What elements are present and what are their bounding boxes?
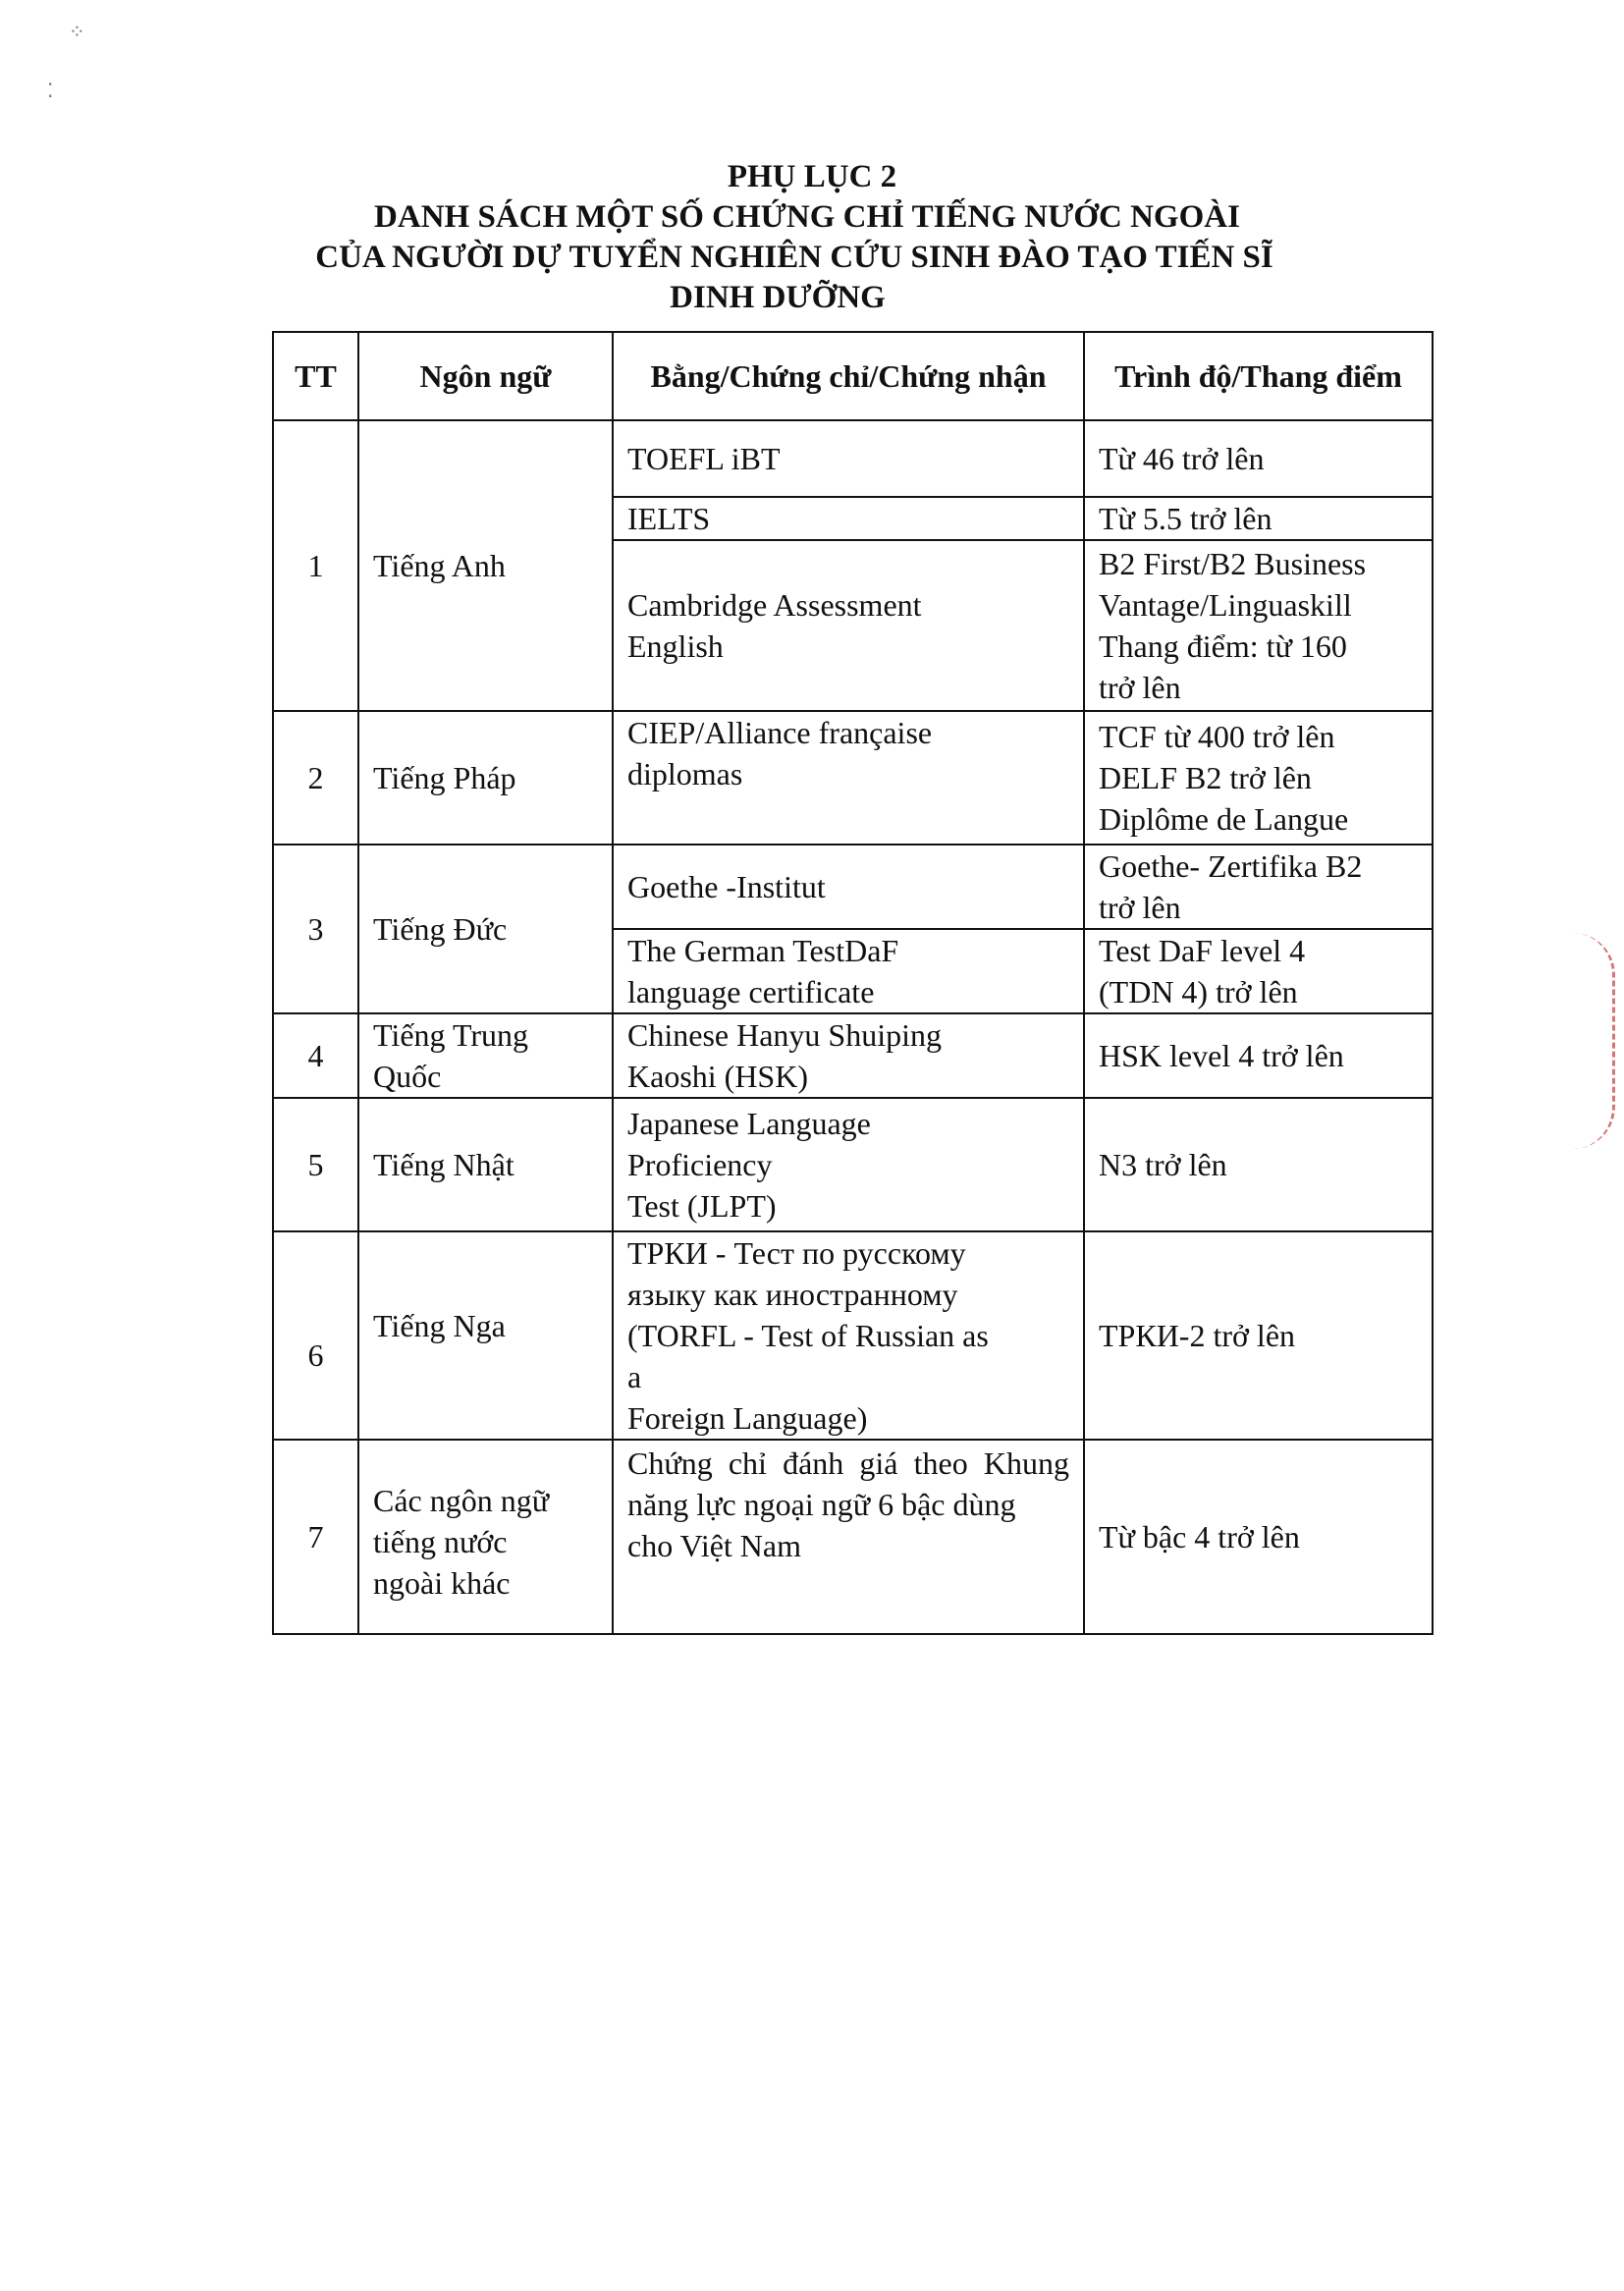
table-row bbox=[273, 845, 1433, 929]
level-cell: Test DaF level 4 (TDN 4) trở lên bbox=[1084, 929, 1433, 1013]
certificate-cell: Chứng chỉ đánh giá theo Khung năng lực ngoại ngữ 6 bậc dùng cho Việt Nam bbox=[613, 1440, 1084, 1634]
list-title: DANH SÁCH MỘT SỐ CHỨNG CHỈ TIẾNG NƯỚC NGOÀI bbox=[374, 199, 1240, 235]
language-cell: Tiếng Anh bbox=[358, 420, 613, 711]
row-number: 1 bbox=[273, 420, 358, 711]
appendix-title: PHỤ LỤC 2 bbox=[727, 159, 897, 194]
certificate-cell: Cambridge Assessment English bbox=[613, 540, 1084, 711]
certificate-cell: IELTS bbox=[613, 497, 1084, 540]
row-number: 2 bbox=[273, 711, 358, 845]
scan-speck: ⁘ bbox=[69, 22, 85, 43]
certificate-cell: Goethe -Institut bbox=[613, 845, 1084, 929]
document-header bbox=[0, 157, 1624, 318]
language-cell: Tiếng Pháp bbox=[358, 711, 613, 845]
language-cell: Tiếng Trung Quốc bbox=[358, 1013, 613, 1098]
certificate-table bbox=[272, 331, 1434, 1635]
language-cell: Tiếng Nhật bbox=[358, 1098, 613, 1231]
level-cell: Từ 46 trở lên bbox=[1084, 420, 1433, 497]
level-cell: N3 trở lên bbox=[1084, 1098, 1433, 1231]
language-cell: Tiếng Nga bbox=[358, 1231, 613, 1440]
column-header-certificate: Bằng/Chứng chỉ/Chứng nhận bbox=[613, 332, 1084, 420]
table-row bbox=[273, 1013, 1433, 1098]
column-header-tt: TT bbox=[273, 332, 358, 420]
column-header-language: Ngôn ngữ bbox=[358, 332, 613, 420]
level-cell: ТРКИ-2 trở lên bbox=[1084, 1231, 1433, 1440]
certificate-cell: TOEFL iBT bbox=[613, 420, 1084, 497]
table-row bbox=[273, 1440, 1433, 1634]
level-cell: TCF từ 400 trở lên DELF B2 trở lên Diplôme de Langue bbox=[1084, 711, 1433, 845]
table-row bbox=[273, 420, 1433, 497]
row-number: 6 bbox=[273, 1231, 358, 1440]
red-ink-mark bbox=[1573, 933, 1615, 1149]
language-cell: Tiếng Đức bbox=[358, 845, 613, 1013]
table-row bbox=[273, 1098, 1433, 1231]
scan-speck: ⁚ bbox=[47, 81, 54, 102]
level-cell: Goethe- Zertifika B2 trở lên bbox=[1084, 845, 1433, 929]
list-subtitle: CỦA NGƯỜI DỰ TUYỂN NGHIÊN CỨU SINH ĐÀO TẠO TIẾN SĨ bbox=[315, 240, 1273, 275]
certificate-cell: ТРКИ - Тест по русскому языку как иностранному (TORFL - Test of Russian as a Foreign Language) bbox=[613, 1231, 1084, 1440]
program-name: DINH DƯỠNG bbox=[670, 280, 886, 315]
language-cell: Các ngôn ngữ tiếng nước ngoài khác bbox=[358, 1440, 613, 1634]
certificate-cell: The German TestDaF language certificate bbox=[613, 929, 1084, 1013]
level-cell: Từ 5.5 trở lên bbox=[1084, 497, 1433, 540]
table-header-row bbox=[273, 332, 1433, 420]
level-cell: Từ bậc 4 trở lên bbox=[1084, 1440, 1433, 1634]
column-header-level: Trình độ/Thang điểm bbox=[1084, 332, 1433, 420]
row-number: 7 bbox=[273, 1440, 358, 1634]
row-number: 3 bbox=[273, 845, 358, 1013]
certificate-cell: Japanese Language Proficiency Test (JLPT) bbox=[613, 1098, 1084, 1231]
level-cell: HSK level 4 trở lên bbox=[1084, 1013, 1433, 1098]
row-number: 5 bbox=[273, 1098, 358, 1231]
certificate-cell: CIEP/Alliance française diplomas bbox=[613, 711, 1084, 845]
table-row bbox=[273, 711, 1433, 845]
row-number: 4 bbox=[273, 1013, 358, 1098]
table-row bbox=[273, 1231, 1433, 1440]
certificate-cell: Chinese Hanyu Shuiping Kaoshi (HSK) bbox=[613, 1013, 1084, 1098]
level-cell: B2 First/B2 Business Vantage/Linguaskill Thang điểm: từ 160 trở lên bbox=[1084, 540, 1433, 711]
